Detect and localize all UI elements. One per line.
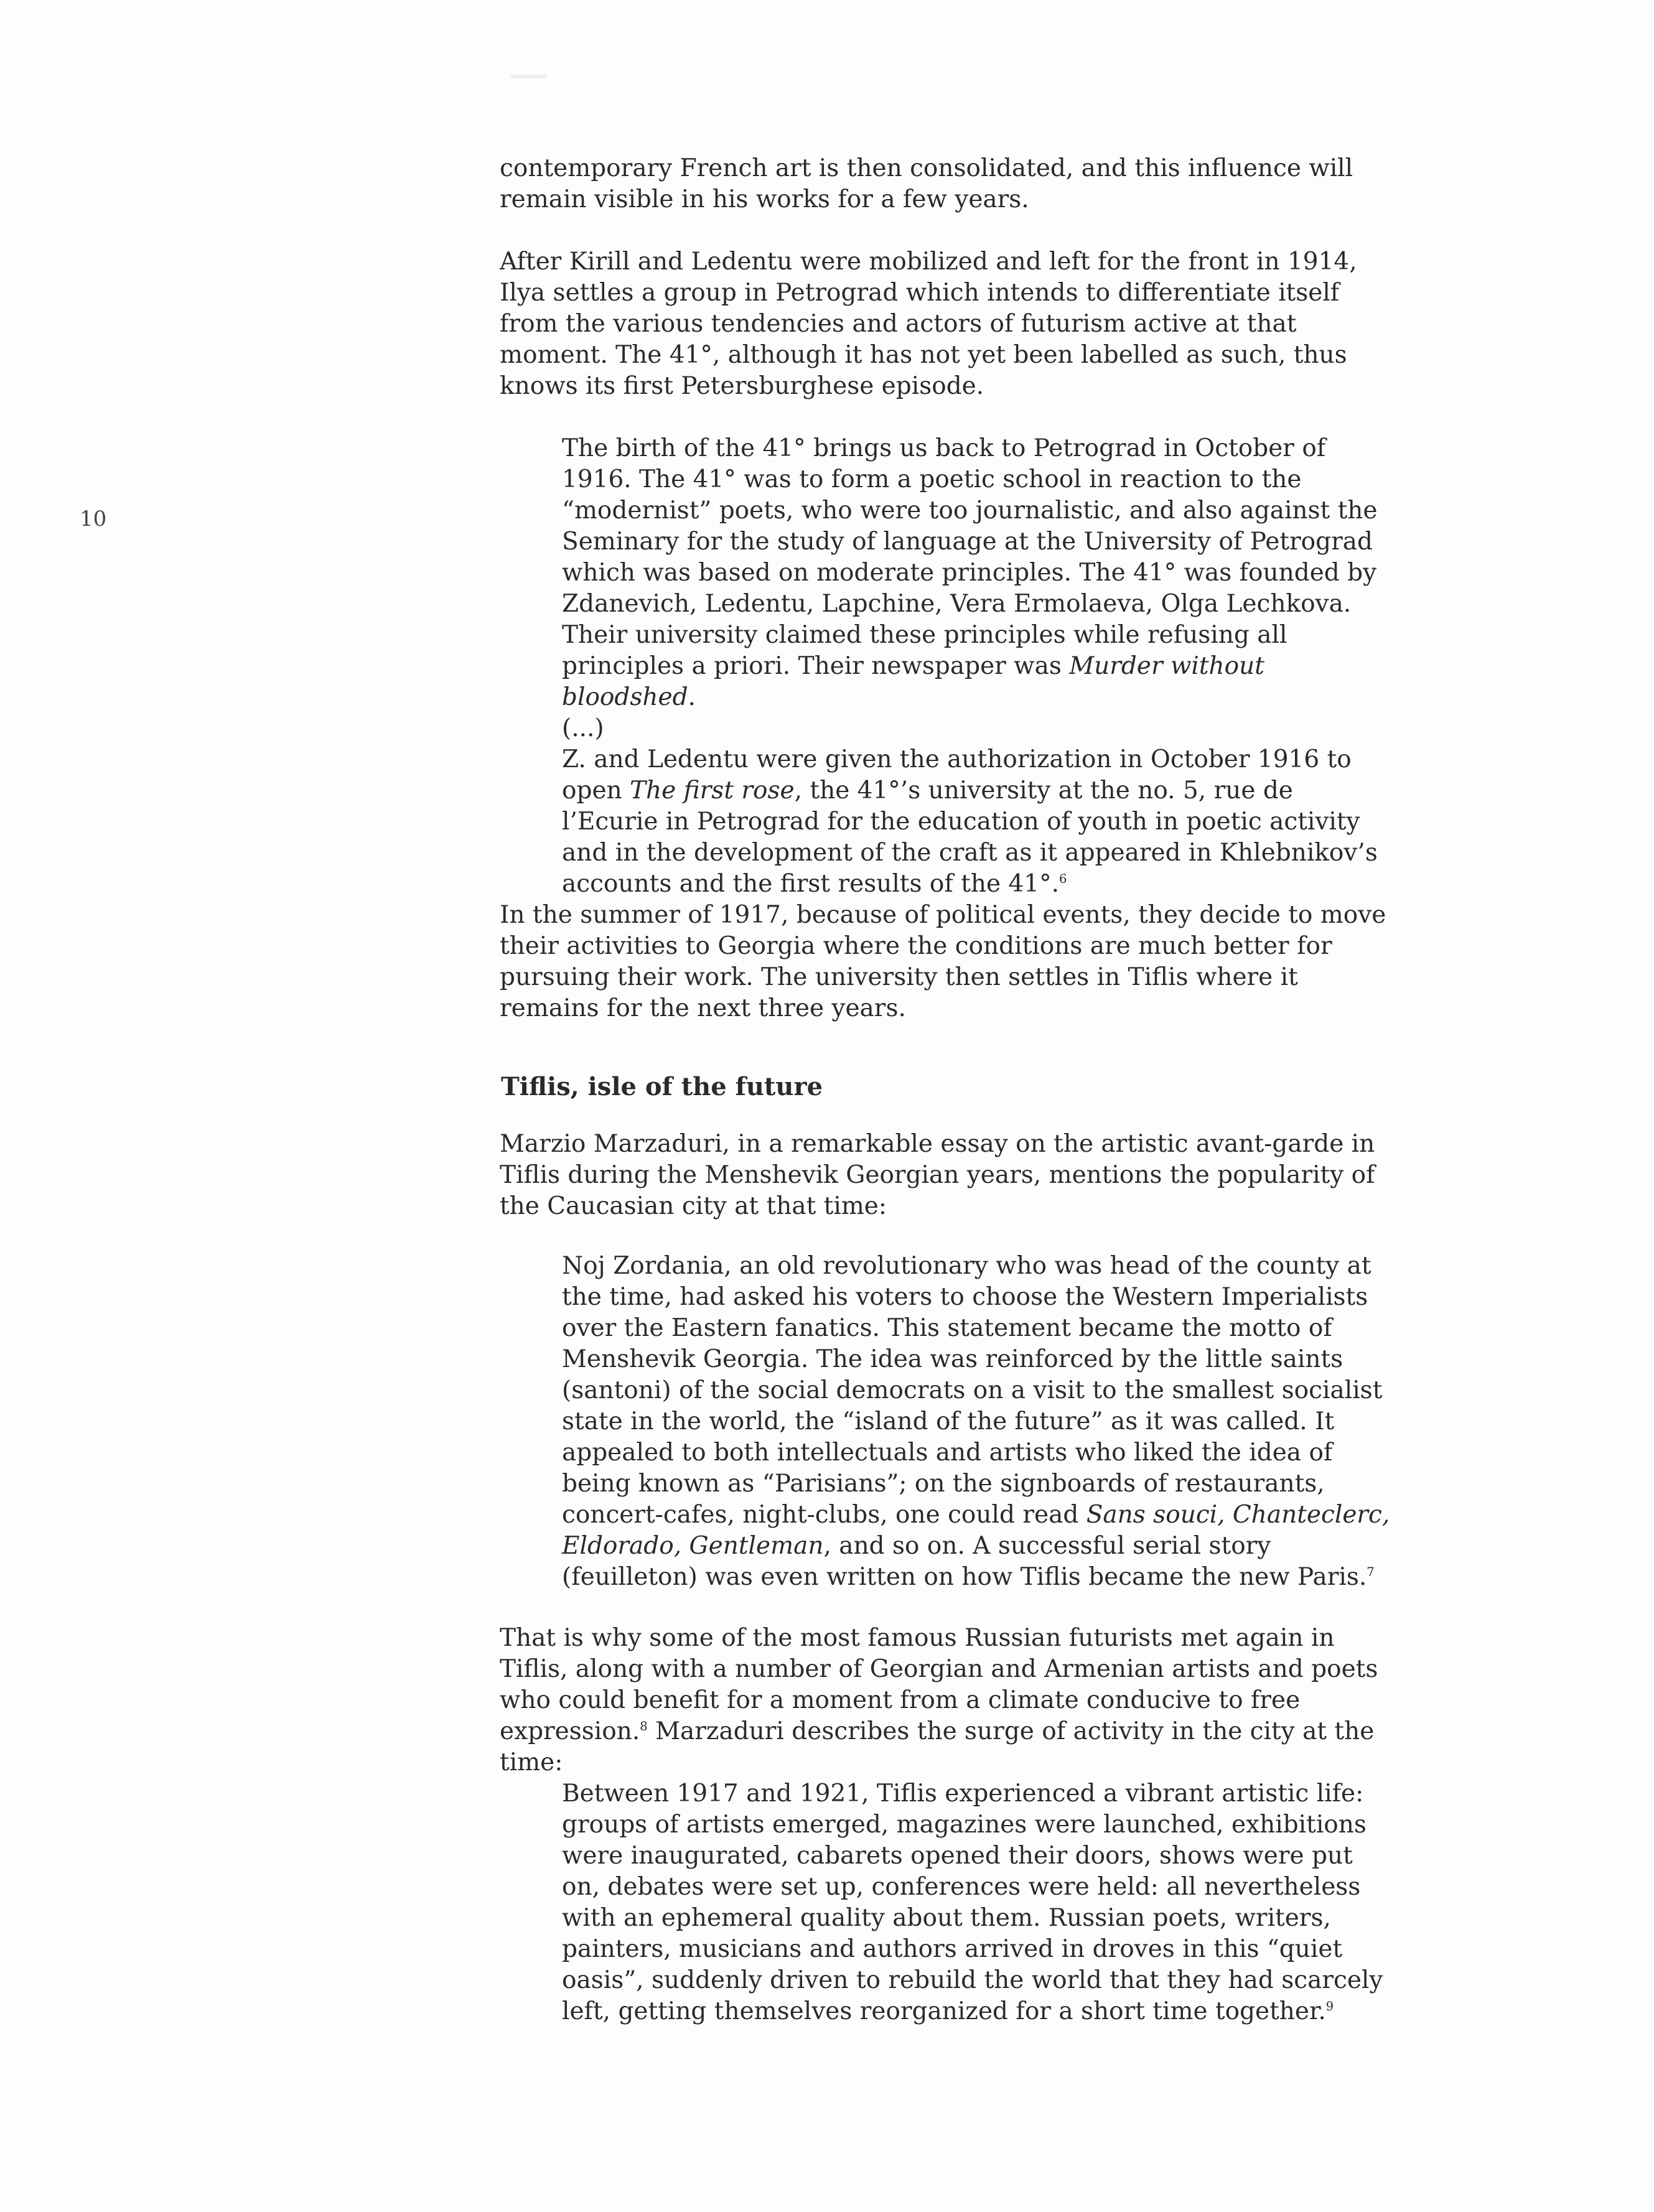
footnote-9[interactable]: 9: [1325, 1999, 1334, 2014]
quote-41-founding: [562, 433, 1396, 713]
paragraph-futurists-text-a: That is why some of the most famous Russian futurists met again in Tiflis, along with a number of Georgian and Armenian artists and poets who could benefit for a moment from a climate conducive to free expression.: [500, 1624, 1378, 1745]
quote-41-period: .: [688, 683, 696, 711]
footnote-8[interactable]: 8: [640, 1719, 648, 1734]
paragraph-summer-1917: In the summer of 1917, because of political events, they decide to move their activities to Georgia where the conditions are much better for pursuing their work. The university then settles in Tiflis where it remains for the next three years.: [500, 901, 1386, 1022]
section-heading: Tiflis, isle of the future: [501, 1072, 823, 1101]
paragraph-futurists: [500, 1623, 1396, 1778]
quote-zordania-text: [562, 1251, 1396, 1593]
quote-ellipsis: (...): [562, 714, 604, 742]
quote-first-rose-text-a: Z. and Ledentu were given the authorization in October 1916 to open: [562, 745, 1352, 805]
quote-tiflis-body: Between 1917 and 1921, Tiflis experienced a vibrant artistic life: groups of artists emerged, magazines were launched, exhibitions were inaugurated, cabarets opened their doors, shows were put on, debates were set up, conferences were held: all nevertheless with an ephemeral quality about them. Russian poets, writers, painters, musicians and authors arrived in droves in this “quiet oasis”, suddenly driven to rebuild the world that they had scarcely left, getting themselves reorganized for a short time together.: [562, 1780, 1383, 2025]
block-quote-zordania: [562, 1251, 1396, 1593]
paragraph-futurists-text-b: Marzaduri describes the surge of activity in the city at the time:: [500, 1717, 1375, 1776]
paragraph-marzaduri: Marzio Marzaduri, in a remarkable essay on the artistic avant-garde in Tiflis during the Menshevik Georgian years, mentions the popularity of the Caucasian city at that time:: [500, 1130, 1375, 1220]
signboard-names: Sans souci, Chanteclerc, Eldorado, Gentleman: [562, 1501, 1390, 1560]
quote-41-text: The birth of the 41° brings us back to Petrograd in October of 1916. The 41° was to form a poetic school in reaction to the “modernist” poets, who were too journalistic, and also against the Seminary for the study of language at the University of Petrograd which was based on moderate principles. The 41° was founded by Zdanevich, Ledentu, Lapchine, Vera Ermolaeva, Olga Lechkova. Their university claimed these principles while refusing all principles a priori. Their newspaper was: [562, 434, 1378, 680]
page-number: 10: [80, 506, 107, 531]
footnote-6[interactable]: 6: [1059, 872, 1067, 886]
quote-first-rose: [562, 744, 1396, 900]
paragraph-intro: contemporary French art is then consolidated, and this influence will remain visible in his works for a few years.: [500, 154, 1353, 213]
newspaper-title: Murder without bloodshed: [562, 652, 1264, 711]
block-quote-41-degrees: [562, 433, 1396, 900]
quote-first-rose-text-b: , the 41°’s university at the no. 5, rue de l’Ecurie in Petrograd for the education of youth in poetic activity and in the development of the craft as it appeared in Khlebnikov’s accounts and the first results of the 41°.: [562, 777, 1378, 898]
quote-tiflis-text: [562, 1778, 1396, 2027]
paragraph-mobilization: After Kirill and Ledentu were mobilized and left for the front in 1914, Ilya settles a group in Petrograd which intends to differentiate itself from the various tendencies and actors of futurism active at that moment. The 41°, although it has not yet been labelled as such, thus knows its first Petersburghese episode.: [500, 248, 1357, 400]
block-quote-tiflis-life: [562, 1778, 1396, 2027]
first-rose-title: The first rose: [630, 777, 795, 805]
quote-zordania-part-b: , and so on. A successful serial story (feuilleton) was even written on how Tiflis became the new Paris.: [562, 1532, 1367, 1591]
scan-smudge: [510, 75, 548, 78]
footnote-7[interactable]: 7: [1367, 1565, 1375, 1579]
quote-zordania-part-a: Noj Zordania, an old revolutionary who was head of the county at the time, had asked his voters to choose the Western Imperialists over the Eastern fanatics. This statement became the motto of Menshevik Georgia. The idea was reinforced by the little saints (santoni) of the social democrats on a visit to the smallest socialist state in the world, the “island of the future” as it was called. It appealed to both intellectuals and artists who liked the idea of being known as “Parisians”; on the signboards of restaurants, concert-cafes, night-clubs, one could read: [562, 1252, 1383, 1529]
